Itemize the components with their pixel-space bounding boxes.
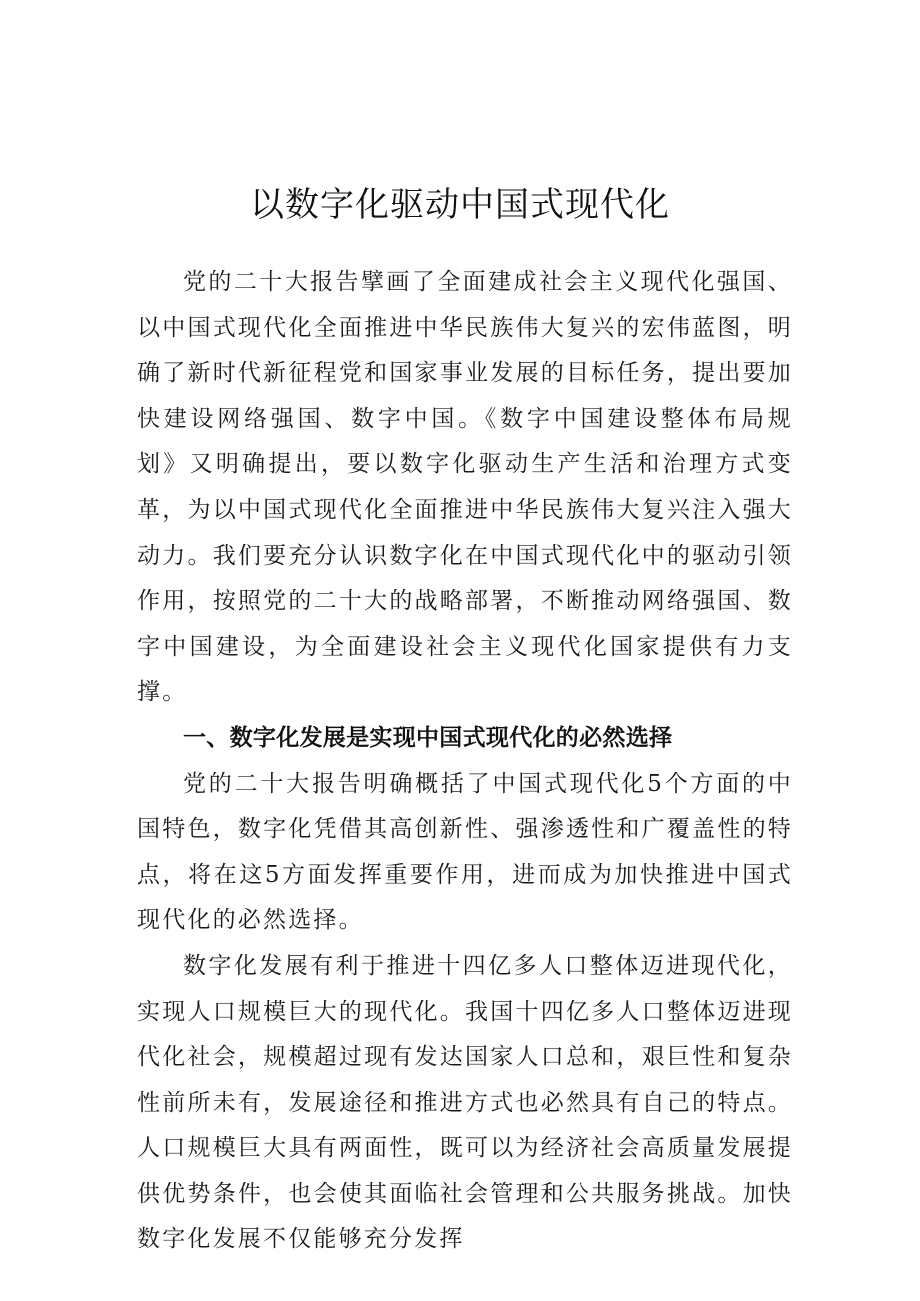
section-paragraph: 数字化发展有利于推进十四亿多人口整体迈进现代化，实现人口规模巨大的现代化。我国十四亿多人口整体迈进现代化社会，规模超过现有发达国家人口总和，艰巨性和复杂性前所未有，发展途径和推进方式也必然具有自己的特点。人口规模巨大具有两面性，既可以为经济社会高质量发展提供优势条件，也会使其面临社会管理和公共服务挑战。加快数字化发展不仅能够充分发挥 (137, 952, 793, 1253)
document-body (137, 260, 793, 1263)
section-heading: 一、数字化发展是实现中国式现代化的必然选择 (183, 724, 673, 751)
intro-paragraph: 党的二十大报告擘画了全面建成社会主义现代化强国、以中国式现代化全面推进中华民族伟大复兴的宏伟蓝图，明确了新时代新征程党和国家事业发展的目标任务，提出要加快建设网络强国、数字中国。《数字中国建设整体布局规划》又明确提出，要以数字化驱动生产生活和治理方式变革，为以中国式现代化全面推进中华民族伟大复兴注入强大动力。我们要充分认识数字化在中国式现代化中的驱动引领作用，按照党的二十大的战略部署，不断推动网络强国、数字中国建设，为全面建设社会主义现代化国家提供有力支撑。 (137, 269, 793, 706)
section-paragraph: 党的二十大报告明确概括了中国式现代化5个方面的中国特色，数字化凭借其高创新性、强渗透性和广覆盖性的特点，将在这5方面发挥重要作用，进而成为加快推进中国式现代化的必然选择。 (137, 770, 793, 934)
document-title: 以数字化驱动中国式现代化 (250, 184, 670, 225)
